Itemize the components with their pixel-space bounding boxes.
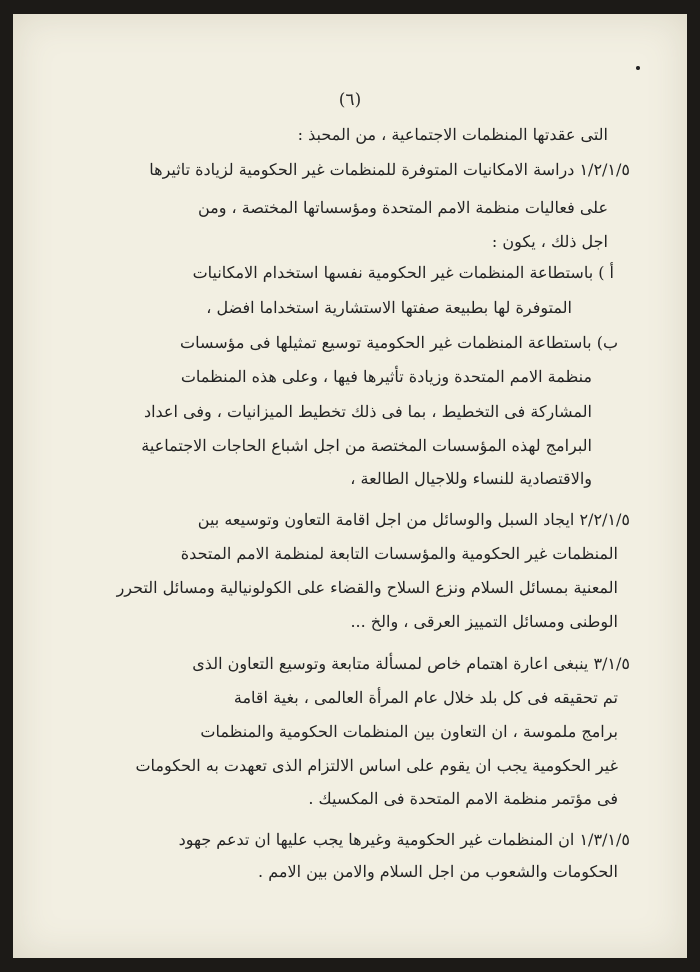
- text-line-8: منظمة الامم المتحدة وزيادة تأثيرها فيها ، وعلى هذه المنظمات: [180, 367, 592, 386]
- text-line-4: اجل ذلك ، يكون :: [491, 232, 608, 251]
- text-line-13: المنظمات غير الحكومية والمؤسسات التابعة لمنظمة الامم المتحدة: [180, 544, 618, 563]
- text-line-2: ١/٢/١/٥ دراسة الامكانيات المتوفرة للمنظمات غير الحكومية لزيادة تاثيرها: [149, 160, 630, 179]
- ink-speck: [636, 66, 640, 70]
- text-line-14: المعنية بمسائل السلام ونزع السلاح والقضاء على الكولونيالية ومسائل التحرر: [116, 578, 618, 597]
- text-line-1: التى عقدتها المنظمات الاجتماعية ، من المحبذ :: [297, 125, 608, 144]
- page-number: (٦): [338, 90, 362, 110]
- scan-border: [13, 0, 687, 14]
- text-line-11: والاقتصادية للنساء وللاجيال الطالعة ،: [350, 469, 592, 488]
- text-line-18: برامج ملموسة ، ان التعاون بين المنظمات الحكومية والمنظمات: [200, 722, 618, 741]
- text-line-21: ١/٣/١/٥ ان المنظمات غير الحكومية وغيرها يجب عليها ان تدعم جهود: [178, 830, 630, 849]
- text-line-12: ٢/٢/١/٥ ايجاد السبل والوسائل من اجل اقامة التعاون وتوسيعه بين: [197, 510, 630, 529]
- text-line-5: أ ) باستطاعة المنظمات غير الحكومية نفسها استخدام الامكانيات: [192, 263, 614, 282]
- text-line-22: الحكومات والشعوب من اجل السلام والامن بين الامم .: [258, 862, 618, 881]
- text-line-17: تم تحقيقه فى كل بلد خلال عام المرأة العالمى ، بغية اقامة: [233, 688, 618, 707]
- text-line-20: فى مؤتمر منظمة الامم المتحدة فى المكسيك .: [308, 789, 618, 808]
- text-line-6: المتوفرة لها بطبيعة صفتها الاستشارية استخداما افضل ،: [206, 298, 572, 317]
- text-line-19: غير الحكومية يجب ان يقوم على اساس الالتزام الذى تعهدت به الحكومات: [135, 756, 618, 775]
- text-line-9: المشاركة فى التخطيط ، بما فى ذلك تخطيط الميزانيات ، وفى اعداد: [143, 402, 592, 421]
- text-line-7: ب) باستطاعة المنظمات غير الحكومية توسيع تمثيلها فى مؤسسات: [180, 333, 618, 352]
- text-line-3: على فعاليات منظمة الامم المتحدة ومؤسساتها المختصة ، ومن: [197, 198, 608, 217]
- text-line-10: البرامج لهذه المؤسسات المختصة من اجل اشباع الحاجات الاجتماعية: [141, 436, 592, 455]
- text-line-16: ٣/١/٥ ينبغى اعارة اهتمام خاص لمسألة متابعة وتوسيع التعاون الذى: [192, 654, 630, 673]
- text-line-15: الوطنى ومسائل التمييز العرقى ، والخ ...: [350, 612, 618, 631]
